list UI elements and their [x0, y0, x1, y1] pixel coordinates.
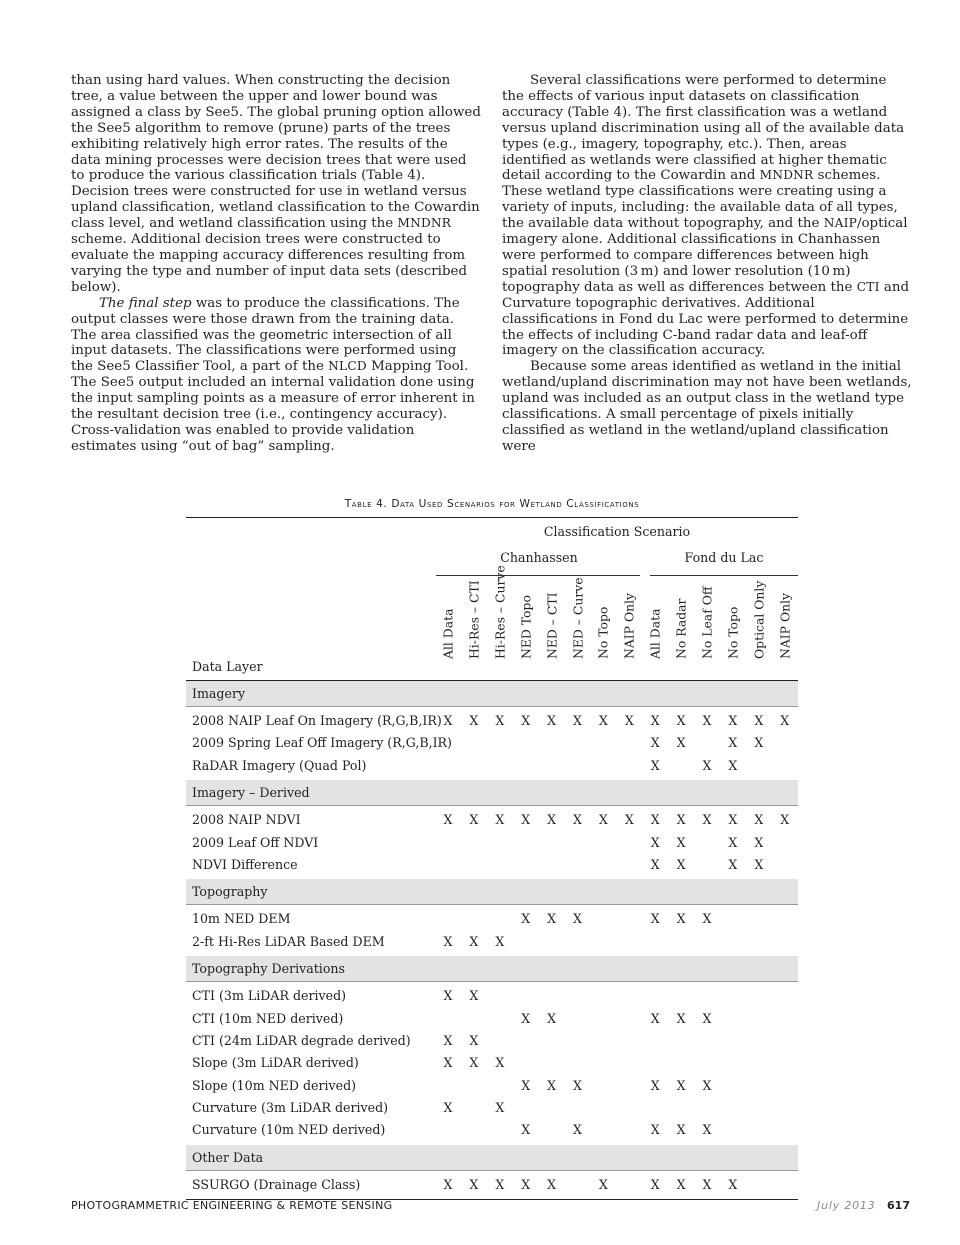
- table-body: [186, 681, 798, 1196]
- table-cell: X: [495, 933, 505, 949]
- scenario-header: Classification Scenario: [543, 524, 691, 539]
- column-header: [619, 580, 639, 674]
- table-row: [186, 985, 798, 1007]
- row-label: RaDAR Imagery (Quad Pol): [192, 757, 367, 773]
- table-cell: X: [702, 1010, 712, 1026]
- table-cell: X: [469, 812, 479, 828]
- table-cell: X: [676, 812, 686, 828]
- table-cell: X: [598, 1176, 608, 1192]
- column-header-label: No Topo: [595, 606, 611, 659]
- table-cell: X: [547, 1077, 557, 1093]
- row-label: CTI (10m NED derived): [192, 1010, 344, 1026]
- table-cell: X: [573, 1122, 582, 1138]
- column-header-label: All Data: [440, 608, 456, 659]
- table-cell: X: [676, 1077, 686, 1093]
- table-cell: X: [573, 911, 582, 927]
- table-cell: X: [624, 713, 634, 728]
- table-row: [186, 931, 798, 953]
- column-header-label: Hi-Res – CTI: [466, 580, 482, 659]
- table-cell: X: [443, 812, 453, 828]
- section-header: Other Data: [186, 1145, 798, 1171]
- row-label: SSURGO (Drainage Class): [192, 1176, 361, 1192]
- column-header-label: No Topo: [725, 606, 741, 659]
- table-cell: X: [547, 713, 557, 728]
- row-label: 2009 Spring Leaf Off Imagery (R,G,B,IR): [192, 735, 452, 751]
- table-cell: X: [728, 713, 738, 728]
- table-cell: X: [702, 911, 712, 927]
- table-cell: X: [754, 856, 764, 872]
- table-cell: X: [650, 834, 660, 850]
- table-cell: X: [650, 856, 660, 872]
- column-header-label: Optical Only: [751, 580, 767, 659]
- table-cell: X: [728, 856, 738, 872]
- table-row: [186, 1030, 798, 1052]
- table-cell: X: [443, 1176, 453, 1192]
- section-header: Topography: [186, 879, 798, 905]
- table-cell: X: [495, 713, 505, 728]
- left-text-column: [71, 73, 481, 455]
- table-cell: X: [702, 757, 712, 773]
- column-header: [697, 580, 717, 674]
- table-row: [186, 1008, 798, 1030]
- table-row: [186, 1097, 798, 1119]
- table-cell: X: [728, 812, 738, 828]
- table-cell: X: [728, 834, 738, 850]
- table-cell: X: [573, 1077, 582, 1093]
- table-cell: X: [676, 1122, 686, 1138]
- section-header: Imagery: [186, 681, 798, 707]
- table-cell: X: [702, 1122, 712, 1138]
- table-cell: X: [443, 988, 453, 1004]
- table-cell: X: [650, 812, 660, 828]
- table-cell: X: [650, 1176, 660, 1192]
- table-cell: X: [676, 834, 686, 850]
- table-row: [186, 908, 798, 930]
- column-header-label: No Radar: [673, 598, 689, 659]
- column-header: [542, 580, 562, 674]
- table-cell: X: [754, 834, 764, 850]
- row-label: Curvature (3m LiDAR derived): [192, 1100, 389, 1116]
- table-cell: X: [469, 1032, 479, 1048]
- table-cell: X: [728, 1176, 738, 1192]
- page-number: 617: [887, 1199, 910, 1212]
- group-label-chanhassen: Chanhassen: [500, 550, 578, 565]
- table-row: [186, 732, 798, 754]
- column-header: [490, 565, 510, 674]
- left-paragraph-1: than using hard values. When constructing the decision tree, a value between the upper and lower bound was assigned a class by See5. The global pruning option allowed the See5 algorithm to remove (prune) parts of the trees exhibiting relatively high error rates. The results of the data mining processes were decision trees that were used to produce the various classification trials (Table 4). Decision trees were constructed for use in wetland versus upland classification, wetland classification to the Cowardin class level, and wetland classification using the MNDNR scheme. Additional decision trees were constructed to evaluate the mapping accuracy differences resulting from varying the type and number of input data sets (described below).: [71, 73, 481, 295]
- table-cell: X: [443, 1100, 453, 1116]
- table-cell: X: [702, 812, 712, 828]
- table-cell: X: [676, 713, 686, 728]
- table-cell: X: [547, 812, 557, 828]
- table-cell: X: [754, 735, 764, 751]
- column-header: [438, 580, 458, 674]
- table-cell: X: [443, 933, 453, 949]
- issue-date: July 2013: [817, 1199, 876, 1212]
- table-cell: X: [754, 713, 764, 728]
- section-header: Imagery – Derived: [186, 780, 798, 806]
- right-paragraph-1: Several classifications were performed to determine the effects of various input datasets on classification accuracy (Table 4). The first classification was a wetland versus upland discrimination using all of the available data types (e.g., imagery, topography, etc.). Then, areas identified as wetlands were classified at higher thematic detail according to the Cowardin and MNDNR schemes. These wetland type classifications were creating using a variety of inputs, including: the available data of all types, the available data without topography, and the NAIP/optical imagery alone. Additional classifications in Chanhassen were performed to compare differences between high spatial resolution (3 m) and lower resolution (10 m) topography data as well as differences between the CTI and Curvature topographic derivatives. Additional classifications in Fond du Lac were performed to determine the effects of including C-band radar data and leaf-off imagery on the classification accuracy.: [502, 73, 910, 359]
- table-cell: X: [650, 1077, 660, 1093]
- table-cell: X: [495, 1055, 505, 1071]
- table-cell: X: [780, 713, 790, 728]
- column-header: [593, 580, 613, 674]
- scenario-table: [186, 517, 798, 1200]
- table-cell: X: [780, 812, 790, 828]
- table-cell: X: [495, 1176, 505, 1192]
- right-text-column: [502, 73, 912, 455]
- row-label: Slope (3m LiDAR derived): [192, 1055, 359, 1071]
- group-label-fond-du-lac: Fond du Lac: [684, 550, 764, 565]
- table-cell: X: [728, 757, 738, 773]
- table-cell: X: [702, 1176, 712, 1192]
- row-label: 2008 NAIP NDVI: [192, 812, 301, 828]
- table-cell: X: [521, 911, 531, 927]
- column-header: [645, 580, 665, 674]
- table-cell: X: [547, 1176, 557, 1192]
- table-cell: X: [676, 1176, 686, 1192]
- table-cell: X: [469, 1176, 479, 1192]
- table-cell: X: [521, 1010, 531, 1026]
- scenario-header-row: [186, 518, 798, 548]
- table-cell: X: [676, 911, 686, 927]
- row-label: NDVI Difference: [192, 856, 298, 872]
- table-cell: X: [495, 1100, 505, 1116]
- table-cell: X: [573, 713, 582, 728]
- table-row: [186, 854, 798, 876]
- table-cell: X: [521, 1176, 531, 1192]
- journal-name: PHOTOGRAMMETRIC ENGINEERING & REMOTE SENSING: [71, 1199, 393, 1212]
- table-cell: X: [676, 735, 686, 751]
- table-row: [186, 832, 798, 854]
- footer-right: [817, 1199, 910, 1212]
- row-label: 2009 Leaf Off NDVI: [192, 834, 319, 850]
- table-cell: X: [573, 812, 582, 828]
- right-paragraph-2: Because some areas identified as wetland in the initial wetland/upland discrimination may not have been wetlands, upland was included as an output class in the wetland type classifications. A small percentage of pixels initially classified as wetland in the wetland/upland classification were: [502, 359, 912, 454]
- table-cell: X: [521, 713, 531, 728]
- table-caption: Table 4. Data Used Scenarios for Wetland Classifications: [344, 498, 640, 510]
- row-label: Slope (10m NED derived): [192, 1077, 357, 1093]
- row-label: CTI (24m LiDAR degrade derived): [192, 1032, 411, 1048]
- table-cell: X: [728, 735, 738, 751]
- table-cell: X: [443, 1055, 453, 1071]
- table-cell: X: [702, 713, 712, 728]
- table-cell: X: [676, 856, 686, 872]
- table-cell: X: [469, 933, 479, 949]
- row-label: 2008 NAIP Leaf On Imagery (R,G,B,IR): [192, 713, 442, 728]
- table-cell: X: [754, 812, 764, 828]
- column-header-label: NED – Curve: [570, 577, 585, 659]
- table-cell: X: [547, 911, 557, 927]
- table-cell: X: [469, 988, 479, 1004]
- column-header-label: Hi-Res – Curve: [492, 565, 508, 659]
- column-header: [671, 580, 691, 674]
- table-row: [186, 1174, 798, 1196]
- table-row: [186, 1119, 798, 1141]
- column-header-row: [186, 565, 798, 681]
- column-header: [568, 577, 588, 674]
- table-cell: X: [650, 713, 660, 728]
- table-cell: X: [624, 812, 634, 828]
- table-cell: X: [650, 735, 660, 751]
- column-header: [723, 580, 743, 674]
- left-paragraph-2: The final step was to produce the classifications. The output classes were those drawn from the training data. The area classified was the geometric intersection of all input datasets. The classifications were performed using the See5 Classifier Tool, a part of the NLCD Mapping Tool. The See5 output included an internal validation done using the input sampling points as a measure of error inherent in the resultant decision tree (i.e., contingency accuracy). Cross-validation was enabled to provide validation estimates using “out of bag” sampling.: [71, 295, 475, 454]
- row-label: CTI (3m LiDAR derived): [192, 988, 347, 1004]
- table-row: [186, 1052, 798, 1074]
- row-label: 2-ft Hi-Res LiDAR Based DEM: [192, 933, 385, 949]
- table-cell: X: [702, 1077, 712, 1093]
- table-cell: X: [521, 1077, 531, 1093]
- column-header-label: NED – CTI: [544, 592, 560, 659]
- column-header-label: No Leaf Off: [699, 586, 715, 659]
- table-cell: X: [443, 1032, 453, 1048]
- table-cell: X: [547, 1010, 557, 1026]
- table-row: [186, 809, 798, 831]
- column-header: [516, 580, 536, 674]
- table-cell: X: [598, 713, 608, 728]
- table-cell: X: [469, 1055, 479, 1071]
- table-cell: X: [495, 812, 505, 828]
- table-row: [186, 710, 798, 732]
- table-cell: X: [650, 911, 660, 927]
- column-header-label: All Data: [647, 608, 663, 659]
- section-header: Topography Derivations: [186, 956, 798, 982]
- table-cell: X: [443, 713, 453, 728]
- table-cell: X: [676, 1010, 686, 1026]
- column-header: [464, 580, 484, 674]
- table-cell: X: [521, 812, 531, 828]
- data-layer-header: Data Layer: [192, 659, 263, 674]
- table-cell: X: [650, 757, 660, 773]
- table-cell: X: [598, 812, 608, 828]
- table-cell: X: [650, 1010, 660, 1026]
- row-label: 10m NED DEM: [192, 911, 291, 927]
- row-label: Curvature (10m NED derived): [192, 1122, 386, 1138]
- column-header-label: NED Topo: [518, 595, 534, 659]
- table-cell: X: [650, 1122, 660, 1138]
- table-row: [186, 1075, 798, 1097]
- column-header-label: NAIP Only: [777, 592, 793, 659]
- column-header: [775, 580, 795, 674]
- column-header-label: NAIP Only: [621, 592, 637, 659]
- table-cell: X: [469, 713, 479, 728]
- table-cell: X: [521, 1122, 531, 1138]
- table-row: [186, 755, 798, 777]
- column-header: [749, 580, 769, 674]
